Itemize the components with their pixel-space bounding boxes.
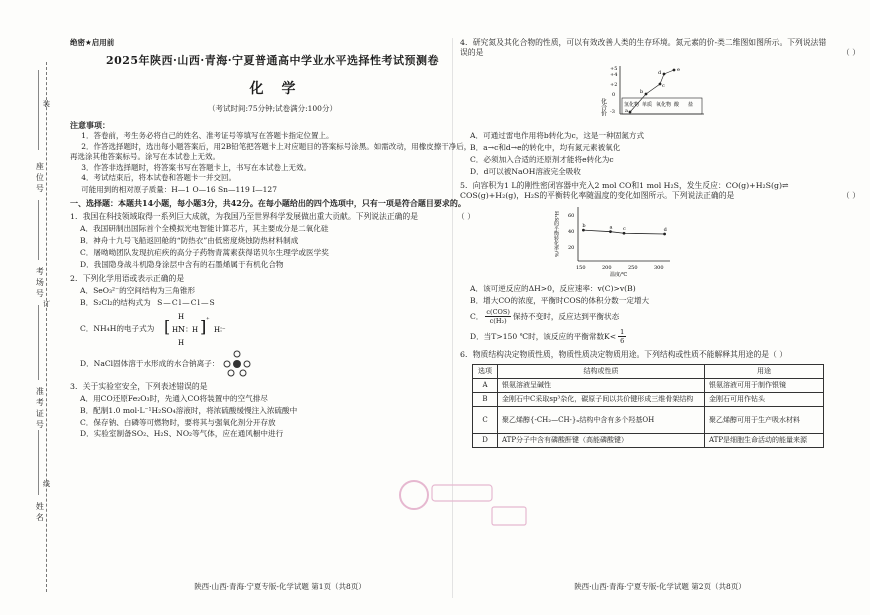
fraction-numerator: c(COS) xyxy=(486,307,510,316)
question-6 xyxy=(460,350,860,449)
electron-pair: ∶ xyxy=(186,325,189,334)
option-c xyxy=(460,308,860,326)
table-row xyxy=(473,434,824,448)
question-stem: 3．关于实验室安全，下列表述错误的是 xyxy=(70,381,208,391)
point-c xyxy=(659,83,662,86)
electron-formula-diagram xyxy=(158,310,248,348)
hydride-ion: H∶⁻ xyxy=(214,325,226,334)
x-category: 氢化物 xyxy=(624,102,640,109)
point-a xyxy=(629,111,632,114)
note-item: 3．作答非选择题时，将答案书写在答题卡上，书写在本试卷上无效。 xyxy=(81,162,312,172)
option-text: C．NH₄H的电子式为 xyxy=(80,323,155,333)
water-molecule xyxy=(234,351,240,357)
water-molecule xyxy=(244,361,250,367)
table-cell: 金刚石中C采取sp³杂化，碳原子间以共价键形成三维骨架结构 xyxy=(498,392,705,406)
table-row xyxy=(473,392,824,406)
x-axis-label: 温度/℃ xyxy=(610,272,628,278)
x-tick: 300 xyxy=(654,265,664,272)
question-stem: 1．我国在科技领域取得一系列巨大成就，为我国乃至世界科学发展做出重大贡献。下列说法正确的是 xyxy=(70,212,419,222)
question-stem: 6．物质结构决定物质性质，物质性质决定物质用途。下列结构或性质不能解释其用途的是（ ） xyxy=(460,349,788,359)
option-a: A．用CO还原Fe₂O₃时，先通入CO将装置中的空气排尽 xyxy=(80,393,268,403)
point-label: c xyxy=(662,83,665,90)
x-tick: 150 xyxy=(576,265,586,272)
answer-bracket: （ ） xyxy=(456,212,475,222)
option-a: A．我国研制出国际首个全模拟光电智能计算芯片，其主要成分是二氧化硅 xyxy=(80,224,329,234)
curve-marks xyxy=(582,223,668,235)
question-4 xyxy=(460,38,860,177)
option-c xyxy=(70,310,475,348)
x-category: 单质 xyxy=(642,102,653,109)
y-axis-label: H₂S的平衡转化率/% xyxy=(553,211,559,258)
answer-bracket: （ ） xyxy=(841,190,860,200)
curve-point-label: c xyxy=(623,226,626,233)
option-text: D．NaCl固体溶于水形成的水合钠离子： xyxy=(80,358,220,368)
fraction-numerator: 1 xyxy=(620,327,625,336)
seal-banner xyxy=(432,485,492,501)
option-d: D．实验室制备SO₂、H₂S、NO₂等气体，应在通风橱中进行 xyxy=(80,429,284,439)
option-text: D．当T>150 ℃时，该反应的平衡常数K< xyxy=(470,331,617,341)
point-b xyxy=(645,93,648,96)
option-c: C．保存钠、白磷等可燃物时，要将其与强氧化剂分开存放 xyxy=(80,417,276,427)
option-b: B．增大CO的浓度，平衡时COS的体积分数一定增大 xyxy=(470,296,650,306)
notes-title: 注意事项： xyxy=(70,119,110,130)
note-item: 4．考试结束后，将本试卷和答题卡一并交回。 xyxy=(81,173,237,183)
atom-h-bottom: H xyxy=(178,338,185,347)
valence-class-diagram xyxy=(600,62,710,124)
question-stem: 4．研究氮及其化合物的性质，可以有效改善人类的生存环境。氮元素的价-类二维图如图所示。下列说法错误的是 xyxy=(460,38,827,58)
y-tick: 0 xyxy=(612,92,616,99)
x-category: 酸 xyxy=(674,102,680,109)
fraction-denominator: 6 xyxy=(620,337,625,346)
curve-point-label: a xyxy=(609,224,613,231)
page-footer-1: 陕西·山西·青海·宁夏专版-化学试题 第1页（共8页） xyxy=(194,582,366,591)
ticket-number-label: 准考证号 xyxy=(35,387,45,431)
table-header: 选项 xyxy=(473,364,498,378)
seat-number-label: 座位号 xyxy=(35,162,45,195)
y-tick: 40 xyxy=(568,229,575,236)
point-label: a xyxy=(625,108,628,115)
table-cell: A xyxy=(473,378,498,392)
question-2 xyxy=(70,274,475,378)
fraction xyxy=(485,308,510,326)
y-tick: 60 xyxy=(568,213,575,220)
table-cell: B xyxy=(473,392,498,406)
y-tick: 20 xyxy=(568,245,575,252)
table-cell: ATP分子中含有磷酸酐键（高能磷酸键） xyxy=(498,434,705,448)
binding-strip xyxy=(0,0,56,615)
conversion-temperature-plot xyxy=(550,203,680,277)
question-stem: 2．下列化学用语或表示正确的是 xyxy=(70,273,185,283)
point-label: e xyxy=(677,67,680,74)
table-cell: 银氨溶液可用于制作银镜 xyxy=(705,378,824,392)
structural-formula: S—Cl—Cl—S xyxy=(157,297,216,307)
atom-h-right: H xyxy=(192,325,199,334)
publisher-seal xyxy=(392,467,542,527)
question-1 xyxy=(70,212,475,270)
page-1 xyxy=(70,38,475,441)
subject-title: 化学 xyxy=(249,81,314,98)
question-stem: 5．向容积为1 L的刚性密闭容器中充入2 mol CO和1 mol H₂S，发生反应：CO(g)+H₂S(g)⇌ xyxy=(460,180,789,190)
option-a: A．SeO₃²⁻的空间结构为三角锥形 xyxy=(80,285,196,295)
binding-mark: 装 xyxy=(43,100,50,108)
x-category: 盐 xyxy=(688,102,694,109)
option-label: C． xyxy=(470,311,484,321)
option-c: C．屠呦呦团队发现抗疟疾的高分子药物青蒿素获得诺贝尔生理学或医学奖 xyxy=(80,248,329,258)
exam-meta: （考试时间:75分钟;试卷满分:100分） xyxy=(208,104,337,114)
atom-n: N xyxy=(178,324,186,334)
curve-point-label: b xyxy=(582,223,586,230)
secret-mark: 绝密★启用前 xyxy=(70,38,115,47)
binding-cut-line xyxy=(46,62,47,592)
table-cell: 聚乙烯醇{-CH₂—CH-}ₙ结构中含有多个羟基OH xyxy=(498,407,705,434)
exam-title: 2025年陕西·山西·青海·宁夏普通高中学业水平选择性考试预测卷 xyxy=(105,53,440,67)
water-molecule xyxy=(228,370,234,376)
option-b: B．a→c和d→e的转化中，均有氮元素被氧化 xyxy=(470,143,621,153)
curve-point-c xyxy=(623,232,626,235)
seal-logo-icon xyxy=(400,481,428,509)
table-cell: 金刚石可用作钻头 xyxy=(705,392,824,406)
option-d: D．d可以被NaOH溶液完全吸收 xyxy=(470,166,581,176)
y-tick: +5 xyxy=(610,66,618,73)
page-footer-2: 陕西·山西·青海·宁夏专版-化学试题 第2页（共8页） xyxy=(574,582,746,591)
y-tick: +2 xyxy=(610,82,618,89)
table-cell: 银氨溶液呈碱性 xyxy=(498,378,705,392)
exam-room-blank xyxy=(38,200,39,260)
hydrated-ion-diagram xyxy=(219,350,255,378)
curve-point-a xyxy=(609,230,612,233)
point-e xyxy=(673,69,676,72)
option-d: D．我国隐身战斗机隐身涂层中含有的石墨烯属于有机化合物 xyxy=(80,259,284,269)
water-molecule xyxy=(224,361,230,367)
y-tick: -3 xyxy=(610,109,615,116)
bracket-right: ] xyxy=(200,316,207,336)
binding-mark: 线 xyxy=(43,480,50,488)
atom-h-top: H xyxy=(178,312,185,321)
x-tick: 200 xyxy=(602,265,612,272)
note-item: 1．答卷前，考生务必将自己的姓名、准考证号等填写在答题卡指定位置上。 xyxy=(81,131,334,141)
y-axis-label: 化合价 xyxy=(600,98,607,117)
table-cell: 聚乙烯醇可用于生产吸水材料 xyxy=(705,407,824,434)
page-2 xyxy=(460,38,860,448)
option-a: A．可通过雷电作用将b转化为c，这是一种固氮方式 xyxy=(470,131,645,141)
water-molecule xyxy=(240,370,246,376)
table-cell: D xyxy=(473,434,498,448)
option-b xyxy=(70,298,475,308)
curve-point-d xyxy=(663,233,666,236)
option-d xyxy=(70,350,475,378)
ion-center xyxy=(233,360,241,368)
bracket-left: [ xyxy=(164,316,171,336)
atom-h-left: H xyxy=(172,325,179,334)
question-stem: COS(g)+H₂(g)，H₂S的平衡转化率随温度的变化如图所示。下列说法正确的是 xyxy=(460,190,735,200)
option-c: C．必须加入合适的还原剂才能将e转化为c xyxy=(470,155,614,165)
curve-point-label: d xyxy=(663,227,667,234)
options-table xyxy=(472,364,824,448)
table-row xyxy=(473,378,824,392)
point-d xyxy=(663,73,666,76)
binding-mark: 订 xyxy=(43,300,50,308)
seat-number-blank xyxy=(38,70,39,150)
option-text: 保持不变时，反应达到平衡状态 xyxy=(512,311,620,321)
exam-room-label: 考场号 xyxy=(35,267,45,300)
answer-bracket: （ ） xyxy=(841,48,860,58)
atomic-masses: 可能用到的相对原子质量：H—1 O—16 Sn—119 I—127 xyxy=(81,185,277,195)
table-header: 用途 xyxy=(705,364,824,378)
question-3 xyxy=(70,382,475,440)
table-header: 结构或性质 xyxy=(498,364,705,378)
fraction-denominator: c(H₂) xyxy=(489,317,507,326)
curve-point-b xyxy=(582,229,585,232)
x-category: 氧化物 xyxy=(656,102,672,109)
point-label: b xyxy=(640,89,644,96)
name-label: 姓名 xyxy=(35,502,45,524)
ticket-number-blank xyxy=(38,305,39,380)
x-tick: 250 xyxy=(628,265,638,272)
table-cell: C xyxy=(473,407,498,434)
charge-plus: ⁺ xyxy=(206,315,211,324)
table-cell: ATP是细胞生命活动的能量来源 xyxy=(705,434,824,448)
option-text: B．S₂Cl₂的结构式为 xyxy=(80,297,151,307)
question-5 xyxy=(460,181,860,346)
section-heading: 一、选择题：本题共14小题，每小题3分，共42分。在每小题给出的四个选项中，只有一项是符合题目要求的。 xyxy=(70,197,466,208)
table-row xyxy=(473,407,824,434)
option-a: A．该可逆反应的ΔH>0，反应速率：v(C)>v(B) xyxy=(470,284,636,294)
y-tick: +4 xyxy=(610,72,618,79)
note-item: 2．作答选择题时，选出每小题答案后，用2B铅笔把答题卡上对应题目的答案标号涂黑。如需改动，用橡皮擦干净后，再选涂其他答案标号。涂写在本试卷上无效。 xyxy=(70,142,472,161)
option-d xyxy=(460,328,860,346)
seal-stamp xyxy=(492,507,526,525)
name-blank xyxy=(38,430,39,495)
fraction xyxy=(618,328,626,346)
option-b: B．神舟十九号飞船返回舱的“防热衣”由低密度烧蚀防热材料制成 xyxy=(80,236,299,246)
table-header-row xyxy=(473,364,824,378)
option-b: B．配制1.0 mol·L⁻¹H₂SO₄溶液时，将浓硫酸缓慢注入浓硫酸中 xyxy=(80,405,298,415)
point-label: d xyxy=(658,70,662,77)
